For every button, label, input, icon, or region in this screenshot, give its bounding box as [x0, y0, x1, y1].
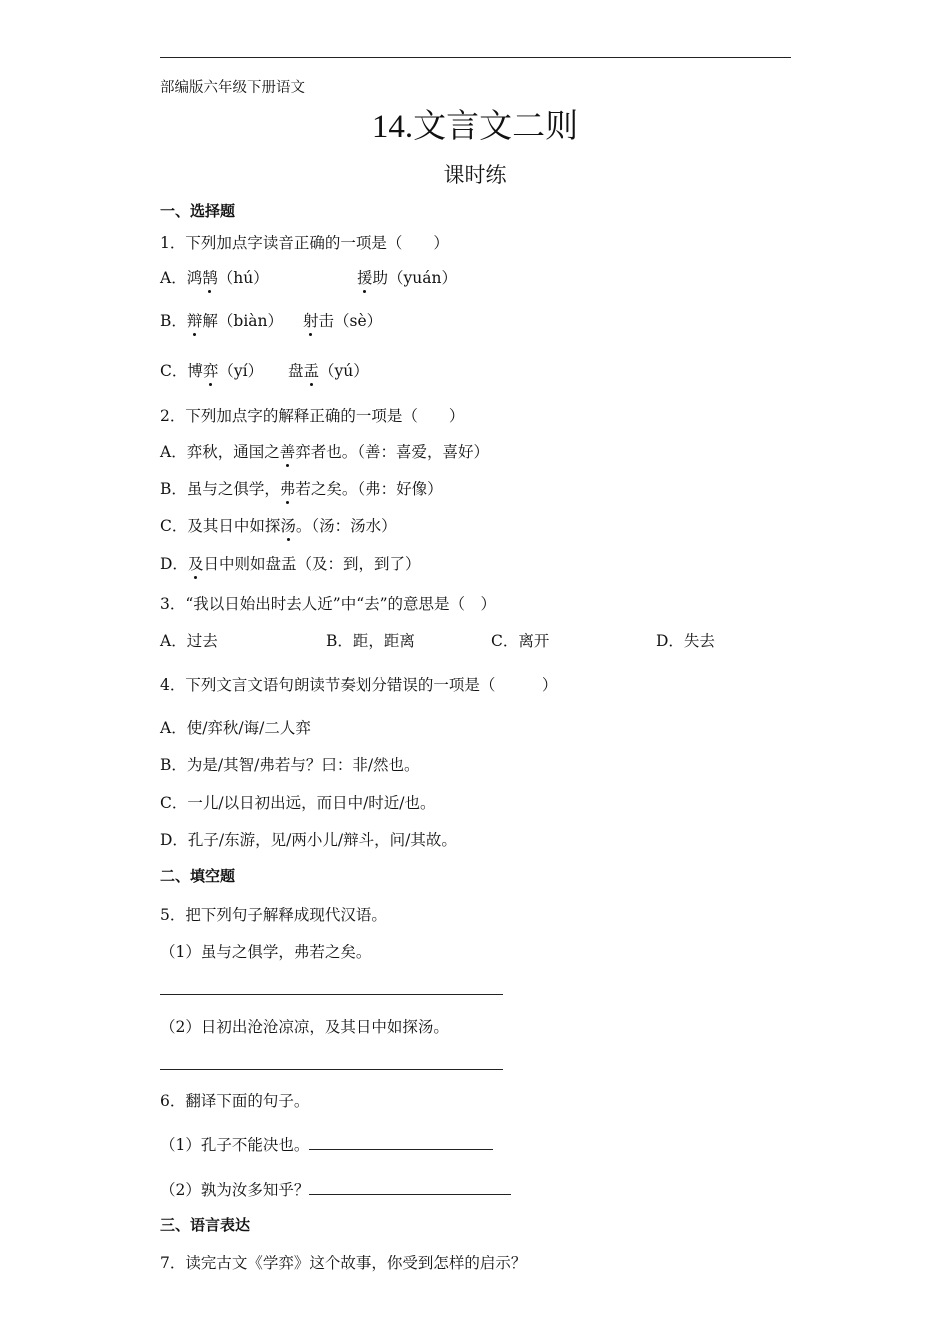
q1-option-a-part1: A．鸿鹄（hú）: [160, 266, 269, 288]
emphasis-dot-char: 援: [357, 266, 373, 288]
question-5-stem: 5．把下列句子解释成现代汉语。: [160, 906, 387, 924]
q1-option-b-part1: B．辩解（biàn）: [160, 309, 283, 331]
section-heading-choice: 一、选择题: [160, 202, 236, 220]
section-heading-expression: 三、语言表达: [160, 1216, 251, 1234]
q6-sentence-2: （2）孰为汝多知乎？: [160, 1178, 511, 1200]
question-1-stem: 1．下列加点字读音正确的一项是（ ）: [160, 234, 449, 252]
emphasis-dot-char: 善: [280, 440, 296, 462]
question-2-stem: 2．下列加点字的解释正确的一项是（ ）: [160, 407, 465, 425]
q5-sentence-2: （2）日初出沧沧凉凉，及其日中如探汤。: [160, 1018, 449, 1036]
question-3-stem: 3．“我以日始出时去人近”中“去”的意思是（ ）: [160, 595, 497, 613]
q1-option-c-part2: 盘盂（yú）: [288, 359, 369, 381]
q4-option-b: B．为是/其智/弗若与？曰：非/然也。: [160, 756, 420, 774]
q3-option-b: B．距，距离: [326, 632, 415, 650]
q2-option-b: B．虽与之俱学，弗若之矣。（弗：好像）: [160, 477, 443, 499]
q3-option-c: C．离开: [491, 632, 550, 650]
q5-answer-line-2[interactable]: [160, 1069, 503, 1070]
q5-sentence-1: （1）虽与之俱学，弗若之矣。: [160, 943, 372, 961]
q6-sentence-1: （1）孔子不能决也。: [160, 1133, 493, 1155]
section-heading-fill: 二、填空题: [160, 867, 236, 885]
emphasis-dot-char: 及: [188, 552, 204, 574]
question-6-stem: 6．翻译下面的句子。: [160, 1092, 310, 1110]
q6-answer-blank-2[interactable]: [309, 1194, 511, 1195]
q4-option-c: C．一儿/以日初出远，而日中/时近/也。: [160, 794, 436, 812]
question-4-stem: 4．下列文言文语句朗读节奏划分错误的一项是（ ）: [160, 676, 558, 694]
q6-answer-blank-1[interactable]: [309, 1149, 493, 1150]
q1-option-b-part2: 射击（sè）: [303, 309, 382, 331]
emphasis-dot-char: 射: [303, 309, 319, 331]
emphasis-dot-char: 盂: [304, 359, 320, 381]
q1-option-a-part2: 援助（yuán）: [357, 266, 457, 288]
emphasis-dot-char: 汤: [280, 514, 296, 536]
q4-option-d: D．孔子/东游，见/两小儿/辩斗，问/其故。: [160, 831, 457, 849]
emphasis-dot-char: 弈: [203, 359, 219, 381]
emphasis-dot-char: 弗: [280, 477, 296, 499]
q3-option-d: D．失去: [656, 632, 715, 650]
emphasis-dot-char: 鹄: [202, 266, 218, 288]
page-subtitle: 课时练: [443, 163, 507, 187]
q3-option-a: A．过去: [160, 632, 218, 650]
q2-option-d: D．及日中则如盘盂（及：到，到了）: [160, 552, 420, 574]
header-label: 部编版六年级下册语文: [160, 80, 305, 96]
header-rule: [160, 57, 791, 58]
q4-option-a: A．使/弈秋/诲/二人弈: [160, 719, 311, 737]
question-7-stem: 7．读完古文《学弈》这个故事，你受到怎样的启示？: [160, 1254, 527, 1272]
page-title: 14.文言文二则: [371, 109, 579, 145]
q1-option-c-part1: C．博弈（yí）: [160, 359, 263, 381]
emphasis-dot-char: 辩: [187, 309, 203, 331]
q5-answer-line-1[interactable]: [160, 994, 503, 995]
q2-option-c: C．及其日中如探汤。（汤：汤水）: [160, 514, 397, 536]
q2-option-a: A．弈秋，通国之善弈者也。（善：喜爱，喜好）: [160, 440, 489, 462]
